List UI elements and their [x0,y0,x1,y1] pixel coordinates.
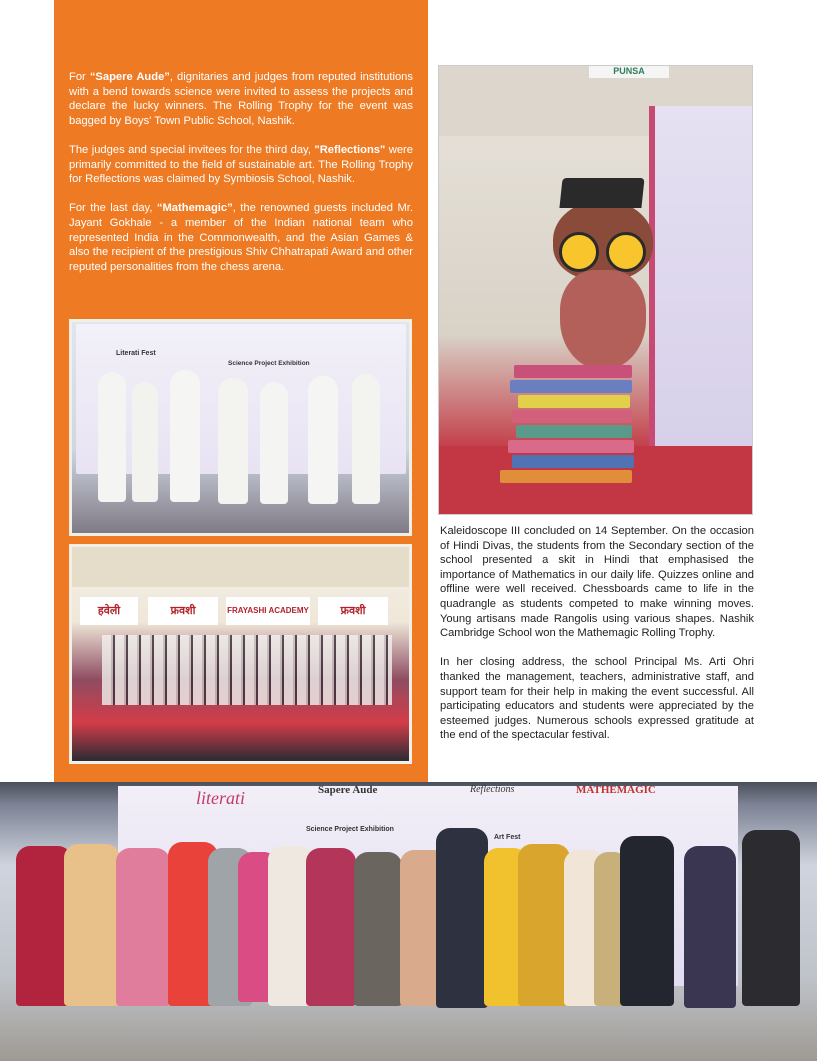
book [500,470,632,483]
owl-eye-left [559,232,599,272]
guest-figure [64,844,120,1006]
text-span: , dignitaries and judges from reputed institutions with a bend towards science were invited to assess the projects and declare the lucky winners. The Rolling Trophy for the event was bagged by Boys' Town Public School, Nashik. [69,71,413,127]
banner-literati: literati [196,788,245,808]
guest-figure [354,852,402,1006]
paragraph-sapere-aude [69,70,413,128]
text-span: For [69,71,90,83]
student-figure [352,374,380,504]
student-figure [170,370,200,502]
text-span: , the renowned guests included Mr. Jayant Gokhale - a member of the Indian national team who represented India in the Commonwealth, and the Asian Games & also the recipient of the prestigious Shiv Chhatrapati Award and other reputed personalities from the chess arena. [69,202,413,273]
guest-figure [436,828,488,1008]
right-column-text [440,524,754,758]
sign-hindi-2: फ्रवशी [148,597,218,625]
building-balcony [72,547,409,587]
sign-academy: FRAYASHI ACADEMY [226,597,310,625]
banner-literati-fest: Literati Fest [116,350,156,357]
owl-body [560,270,646,370]
photo-students-group [69,544,412,764]
student-figure [132,382,158,502]
banner-mathemagic: MATHEMAGIC [576,784,656,796]
paragraph-closing-address: In her closing address, the school Principal Ms. Arti Ohri thanked the management, teachers, administrative staff, and support team for their help in making the event successful. All participating educators and students were appreciated by the esteemed judges. Numerous schools expressed gratitude at the end of the spectacular festival. [440,656,754,742]
photo-dignitaries-group [0,782,817,1061]
guest-figure [742,830,800,1006]
bold-event-name: “Sapere Aude” [89,71,170,83]
graduation-cap [559,178,644,208]
guest-figure [620,836,674,1006]
paragraph-conclusion: Kaleidoscope III concluded on 14 September. On the occasion of Hindi Divas, the students from the Secondary section of the school presented a skit in Hindi that emphasised the importance of Mathematics in our daily life. Quizzes online and offline were well received. Chessboards came to life in the quadrangle as students competed to make winning moves. Young artisans made Rangolis using various shapes. Nashik Cambridge School won the Mathemagic Rolling Trophy. [440,525,754,640]
bold-event-name: “Mathemagic” [156,202,233,215]
guest-figure [684,846,736,1008]
book [514,365,632,378]
guest-figure [518,844,570,1006]
student-figure [260,382,288,504]
book [512,455,634,468]
guest-figure [116,848,170,1006]
sign-punjab: PUNSA [589,65,669,78]
student-figure [308,376,338,504]
left-column-text [69,70,413,289]
photo-students-stage [69,319,412,536]
student-figure [218,378,248,504]
book [508,440,634,453]
book [518,395,630,408]
book [510,380,632,393]
guest-figure [306,848,356,1006]
crowd-of-students [102,635,392,705]
banner-science: Science Project Exhibition [306,826,394,833]
book [512,410,632,423]
paragraph-reflections [69,143,413,187]
owl-eye-right [606,232,646,272]
banner-art-fest: Art Fest [494,834,521,841]
sign-hindi-1: हवेली [80,597,138,625]
banner-sapere-aude: Sapere Aude [318,784,378,796]
paragraph-mathemagic [69,201,413,274]
banner-science-title: Science Project Exhibition [228,360,310,367]
text-span: were primarily committed to the field of sustainable art. The Rolling Trophy for Reflections was claimed by Symbiosis School, Nashik. [69,143,414,186]
bold-event-name: "Reflections" [314,143,386,156]
text-span: The judges and special invitees for the third day, [69,143,315,156]
panel-backdrop [649,106,753,466]
book [516,425,632,438]
sign-hindi-3: फ्रवशी [318,597,388,625]
student-figure [98,372,126,502]
banner-reflections: Reflections [470,784,515,795]
text-span: For the last day, [69,202,157,215]
